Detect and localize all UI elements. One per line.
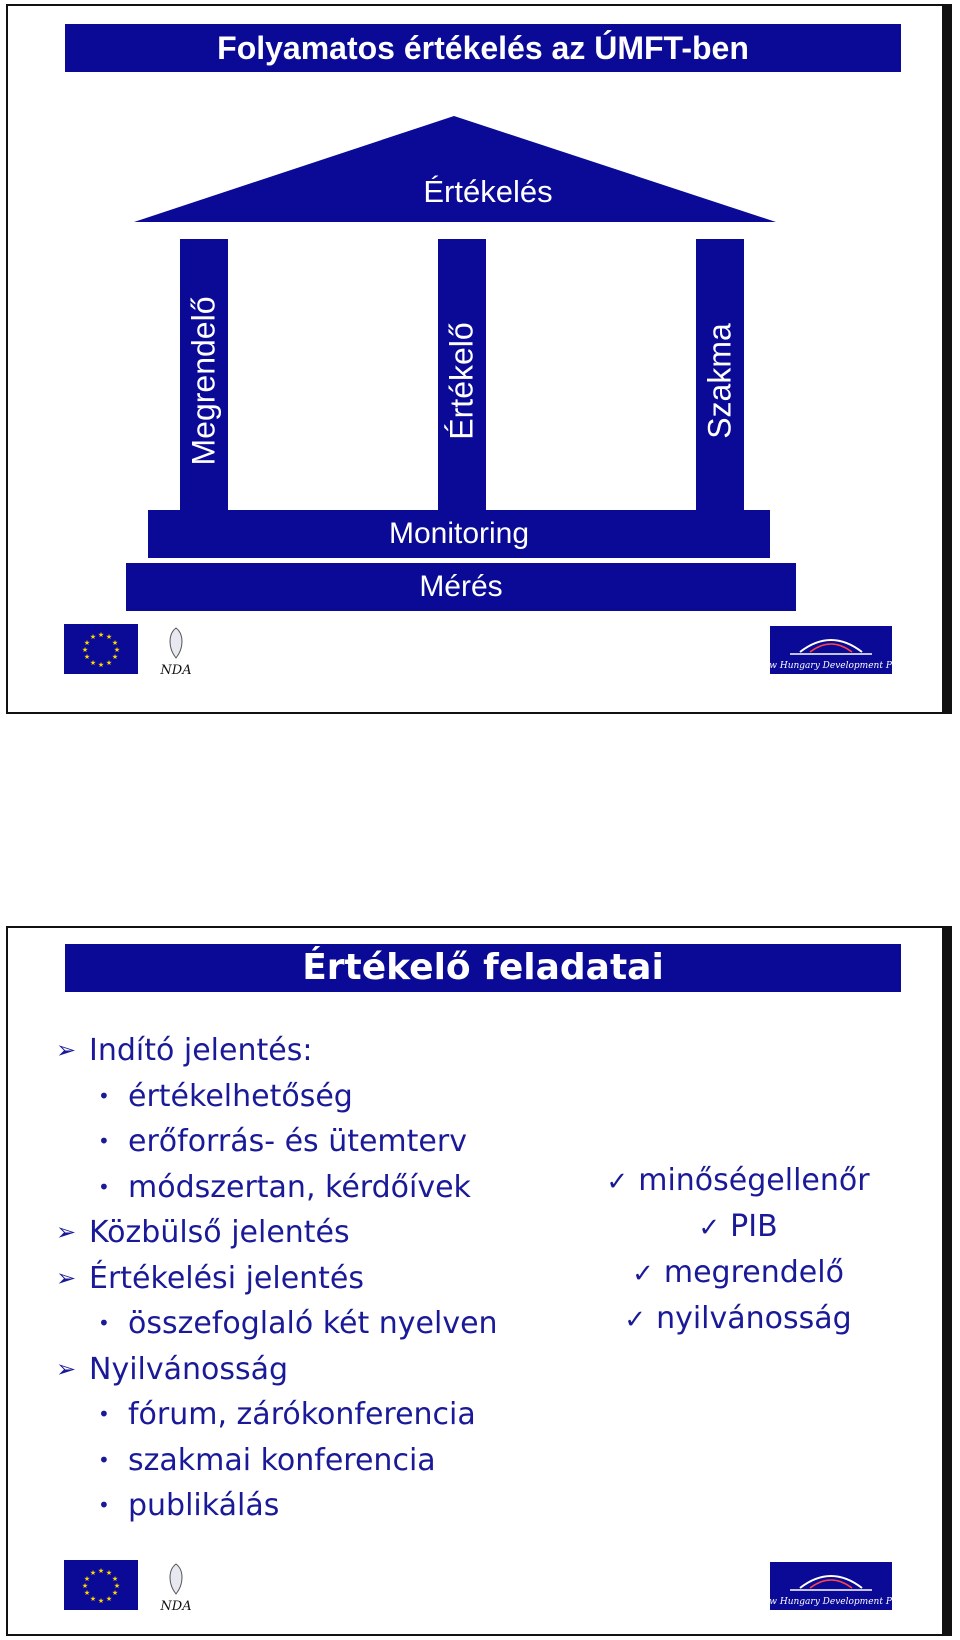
slide-title: Folyamatos értékelés az ÚMFT-ben	[65, 24, 901, 72]
nda-logo-icon	[156, 1560, 196, 1614]
pillar-ertekelo	[438, 239, 486, 523]
list-item	[56, 1301, 498, 1347]
svg-text:★: ★	[89, 633, 97, 641]
list-item-text: fórum, zárókonferencia	[128, 1397, 476, 1432]
svg-text:★: ★	[83, 1575, 91, 1583]
nda-logo-icon	[156, 624, 196, 678]
list-item-text: Indító jelentés:	[89, 1033, 313, 1068]
arrow-bullet-icon: ➢	[56, 1354, 77, 1383]
svg-text:★: ★	[111, 639, 119, 647]
svg-text:★: ★	[83, 1589, 91, 1597]
svg-text:★: ★	[89, 1569, 97, 1577]
arrow-bullet-icon: ➢	[56, 1263, 77, 1292]
check-item	[568, 1204, 908, 1250]
checkmark-icon: ✓	[698, 1213, 721, 1243]
svg-text:★: ★	[83, 653, 91, 661]
list-item-text: összefoglaló két nyelven	[128, 1306, 498, 1341]
roof-label: Értékelés	[423, 174, 553, 209]
list-item	[56, 1210, 498, 1256]
beam-meres: Mérés	[126, 563, 796, 611]
svg-text:NDA: NDA	[160, 663, 192, 678]
list-item	[56, 1347, 498, 1393]
list-item	[56, 1392, 498, 1438]
pillar-label: Értékelő	[443, 322, 480, 440]
list-item-text: értékelhetőség	[128, 1078, 353, 1114]
list-item-text: módszertan, kérdőívek	[128, 1169, 471, 1205]
dot-bullet-icon: •	[98, 1493, 110, 1517]
task-list	[56, 1028, 498, 1529]
svg-text:★: ★	[105, 1569, 113, 1577]
nhdp-logo-icon	[756, 1562, 906, 1610]
check-list	[568, 1158, 908, 1342]
svg-text:★: ★	[97, 1597, 105, 1605]
check-item	[568, 1250, 908, 1296]
checkmark-icon: ✓	[624, 1305, 647, 1335]
eu-flag-icon	[64, 624, 138, 674]
dot-bullet-icon: •	[98, 1402, 110, 1426]
list-item	[56, 1256, 498, 1302]
svg-text:NDA: NDA	[160, 1599, 192, 1614]
check-item-text: PIB	[730, 1209, 778, 1244]
arrow-bullet-icon: ➢	[56, 1218, 77, 1246]
list-item	[56, 1028, 498, 1074]
dot-bullet-icon: •	[98, 1129, 110, 1153]
slide-2	[6, 926, 952, 1636]
logo-row	[64, 624, 906, 678]
slide-title: Értékelő feladatai	[65, 944, 901, 992]
list-item-text: szakmai konferencia	[128, 1442, 436, 1478]
checkmark-icon: ✓	[606, 1167, 629, 1197]
list-item	[56, 1438, 498, 1484]
checkmark-icon: ✓	[632, 1259, 654, 1289]
svg-text:★: ★	[111, 1589, 119, 1597]
list-item	[56, 1074, 498, 1120]
svg-text:★: ★	[81, 646, 89, 654]
svg-text:★: ★	[89, 1595, 97, 1603]
dot-bullet-icon: •	[98, 1174, 110, 1199]
check-item-text: nyilvánosság	[656, 1301, 852, 1336]
beam-monitoring: Monitoring	[148, 510, 770, 558]
svg-text:★: ★	[89, 659, 97, 667]
svg-text:★: ★	[105, 659, 113, 667]
pillar-megrendelo	[180, 239, 228, 523]
svg-text:New Hungary Development Plan: New Hungary Development Plan	[756, 1597, 906, 1607]
list-item-text: Közbülső jelentés	[89, 1215, 350, 1250]
list-item	[56, 1165, 498, 1211]
pillar-label: Szakma	[701, 323, 738, 439]
svg-text:★: ★	[111, 1575, 119, 1583]
dot-bullet-icon: •	[98, 1083, 110, 1108]
check-item-text: megrendelő	[663, 1255, 844, 1290]
svg-text:★: ★	[81, 1582, 89, 1590]
svg-text:★: ★	[83, 639, 91, 647]
svg-text:★: ★	[97, 1567, 105, 1575]
list-item-text: publikálás	[128, 1488, 280, 1523]
svg-text:New Hungary Development Plan: New Hungary Development Plan	[756, 661, 906, 671]
pillar-label: Megrendelő	[185, 296, 222, 466]
list-item-text: erőforrás- és ütemterv	[128, 1124, 467, 1159]
svg-text:★: ★	[111, 653, 119, 661]
check-item	[568, 1158, 908, 1204]
list-item-text: Értékelési jelentés	[89, 1260, 365, 1296]
dot-bullet-icon: •	[98, 1447, 110, 1472]
eu-flag-icon	[64, 1560, 138, 1610]
list-item	[56, 1119, 498, 1165]
svg-text:★: ★	[97, 661, 105, 669]
svg-text:★: ★	[113, 1582, 121, 1590]
nhdp-logo-icon	[756, 626, 906, 674]
list-item-text: Nyilvánosság	[89, 1351, 289, 1387]
pillar-szakma	[696, 239, 744, 523]
check-item	[568, 1296, 908, 1342]
arrow-bullet-icon: ➢	[56, 1036, 77, 1064]
list-item	[56, 1483, 498, 1529]
svg-text:★: ★	[105, 1595, 113, 1603]
roof-triangle	[8, 6, 944, 246]
svg-text:★: ★	[105, 633, 113, 641]
check-item-text: minőségellenőr	[638, 1163, 870, 1198]
svg-text:★: ★	[113, 646, 121, 654]
slide-1	[6, 4, 952, 714]
svg-text:★: ★	[97, 631, 105, 639]
dot-bullet-icon: •	[98, 1311, 110, 1335]
logo-row	[64, 1560, 906, 1614]
